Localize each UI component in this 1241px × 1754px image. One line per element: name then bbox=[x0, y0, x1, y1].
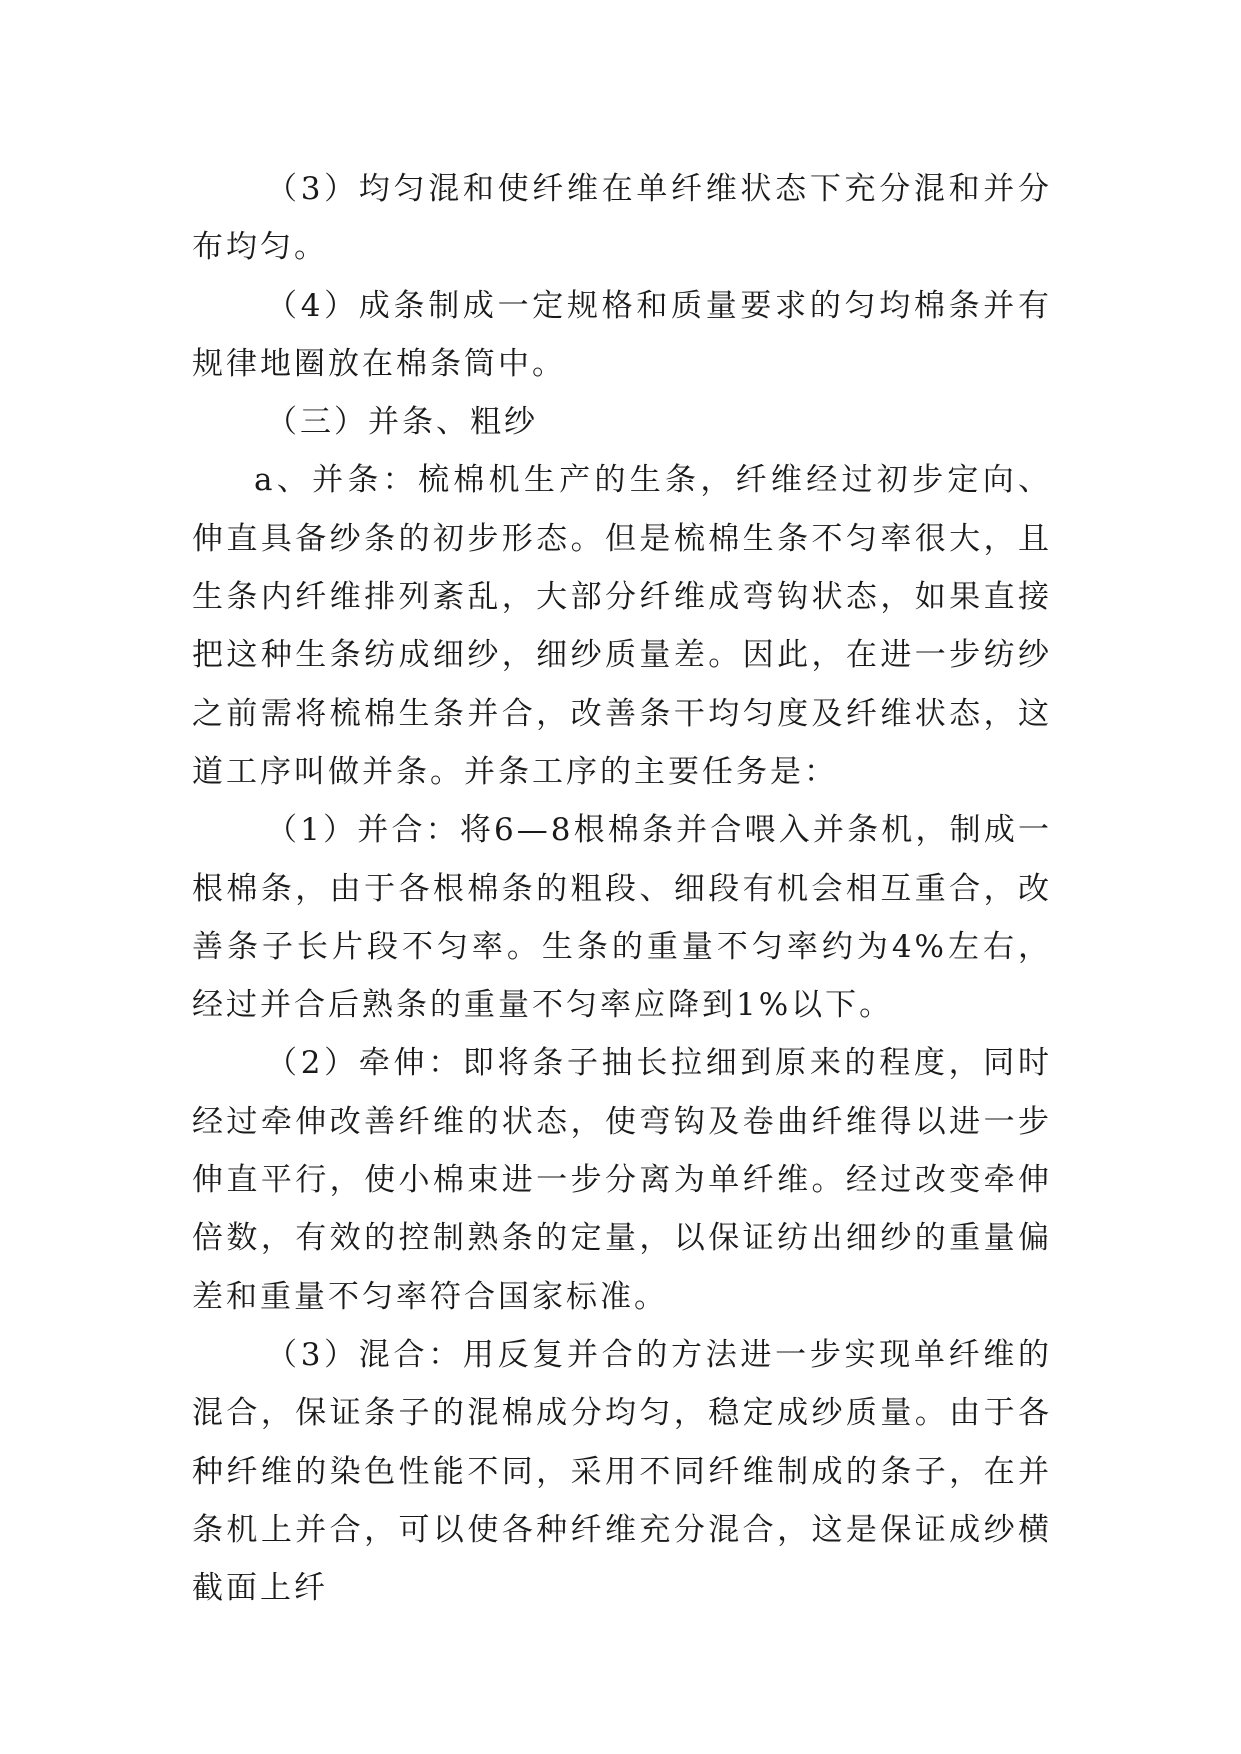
paragraph-doubling: （1）并合：将6—8根棉条并合喂入并条机，制成一根棉条，由于各根棉条的粗段、细段有机会相互重合，改善条子长片段不匀率。生条的重量不匀率约为4%左右，经过并合后熟条的重量不匀率应降到1%以下。 bbox=[192, 812, 1052, 1024]
paragraph-mixing: （3）混合：用反复并合的方法进一步实现单纤维的混合，保证条子的混棉成分均匀，稳定成纱质量。由于各种纤维的染色性能不同，采用不同纤维制成的条子，在并条机上并合，可以使各种纤维充分混合，这是保证成纱横截面上纤 bbox=[192, 1336, 1052, 1607]
paragraph-drawing-intro: a、并条：梳棉机生产的生条，纤维经过初步定向、伸直具备纱条的初步形态。但是梳棉生条不匀率很大，且生条内纤维排列紊乱，大部分纤维成弯钩状态，如果直接把这种生条纺成细纱，细纱质量差。因此，在进一步纺纱之前需将梳棉生条并合，改善条干均匀度及纤维状态，这道工序叫做并条。并条工序的主要任务是： bbox=[192, 462, 1052, 790]
section-heading-drawing-roving: （三）并条、粗纱 bbox=[266, 404, 538, 441]
paragraph-drafting: （2）牵伸：即将条子抽长拉细到原来的程度，同时经过牵伸改善纤维的状态，使弯钩及卷曲纤维得以进一步伸直平行，使小棉束进一步分离为单纤维。经过改变牵伸倍数，有效的控制熟条的定量，以保证纺出细纱的重量偏差和重量不匀率符合国家标准。 bbox=[192, 1045, 1052, 1315]
paragraph-sliver-forming: （4）成条制成一定规格和质量要求的匀均棉条并有规律地圈放在棉条筒中。 bbox=[192, 287, 1052, 382]
paragraph-uniform-mixing: （3）均匀混和使纤维在单纤维状态下充分混和并分布均匀。 bbox=[192, 171, 1052, 266]
document-body bbox=[192, 160, 1052, 1617]
